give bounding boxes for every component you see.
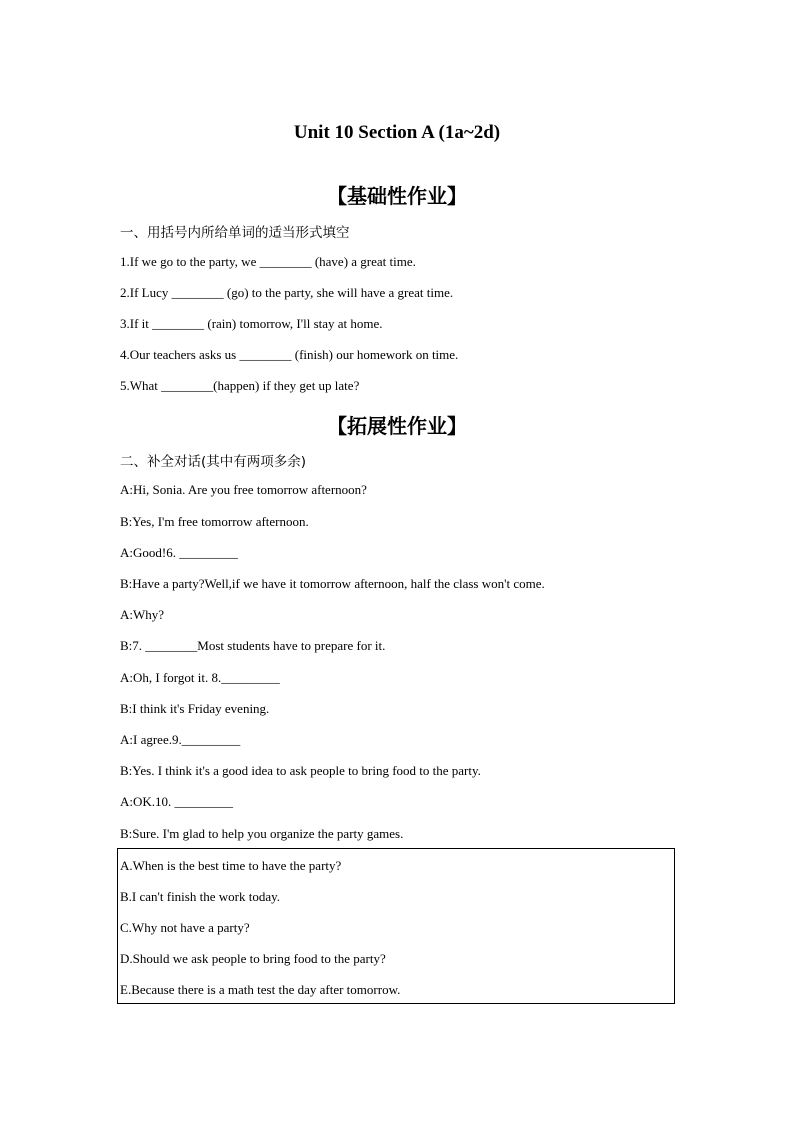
dialogue-line-9: A:I agree.9._________ (120, 732, 241, 747)
dialogue-line-12: B:Sure. I'm glad to help you organize the party games. (120, 826, 404, 841)
options-box (117, 848, 675, 1004)
dialogue-line-10: B:Yes. I think it's a good idea to ask people to bring food to the party. (120, 763, 481, 778)
dialogue-line-6: B:7. ________Most students have to prepare for it. (120, 638, 386, 653)
option-e: E.Because there is a math test the day after tomorrow. (120, 982, 401, 997)
section1-instruction: 一、用括号内所给单词的适当形式填空 (120, 225, 350, 241)
dialogue-line-2: B:Yes, I'm free tomorrow afternoon. (120, 514, 309, 529)
dialogue-line-5: A:Why? (120, 607, 165, 622)
exercise-item-4: 4.Our teachers asks us ________ (finish) our homework on time. (120, 347, 459, 362)
section2-instruction: 二、补全对话(其中有两项多余) (120, 454, 307, 470)
exercise-item-2: 2.If Lucy ________ (go) to the party, she will have a great time. (120, 285, 454, 300)
dialogue-line-1: A:Hi, Sonia. Are you free tomorrow afternoon? (120, 482, 367, 497)
dialogue-line-3: A:Good!6. _________ (120, 545, 238, 560)
dialogue-line-8: B:I think it's Friday evening. (120, 701, 270, 716)
option-a: A.When is the best time to have the party? (120, 858, 342, 873)
section2-heading: 【拓展性作业】 (327, 414, 467, 438)
option-d: D.Should we ask people to bring food to the party? (120, 951, 386, 966)
section1-heading: 【基础性作业】 (327, 184, 467, 208)
option-b: B.I can't finish the work today. (120, 889, 280, 904)
exercise-item-1: 1.If we go to the party, we ________ (have) a great time. (120, 254, 416, 269)
dialogue-line-4: B:Have a party?Well,if we have it tomorrow afternoon, half the class won't come. (120, 576, 545, 591)
exercise-item-3: 3.If it ________ (rain) tomorrow, I'll stay at home. (120, 316, 383, 331)
option-c: C.Why not have a party? (120, 920, 250, 935)
dialogue-line-7: A:Oh, I forgot it. 8._________ (120, 670, 280, 685)
exercise-item-5: 5.What ________(happen) if they get up late? (120, 378, 360, 393)
page-title: Unit 10 Section A (1a~2d) (293, 122, 501, 143)
dialogue-line-11: A:OK.10. _________ (120, 794, 234, 809)
